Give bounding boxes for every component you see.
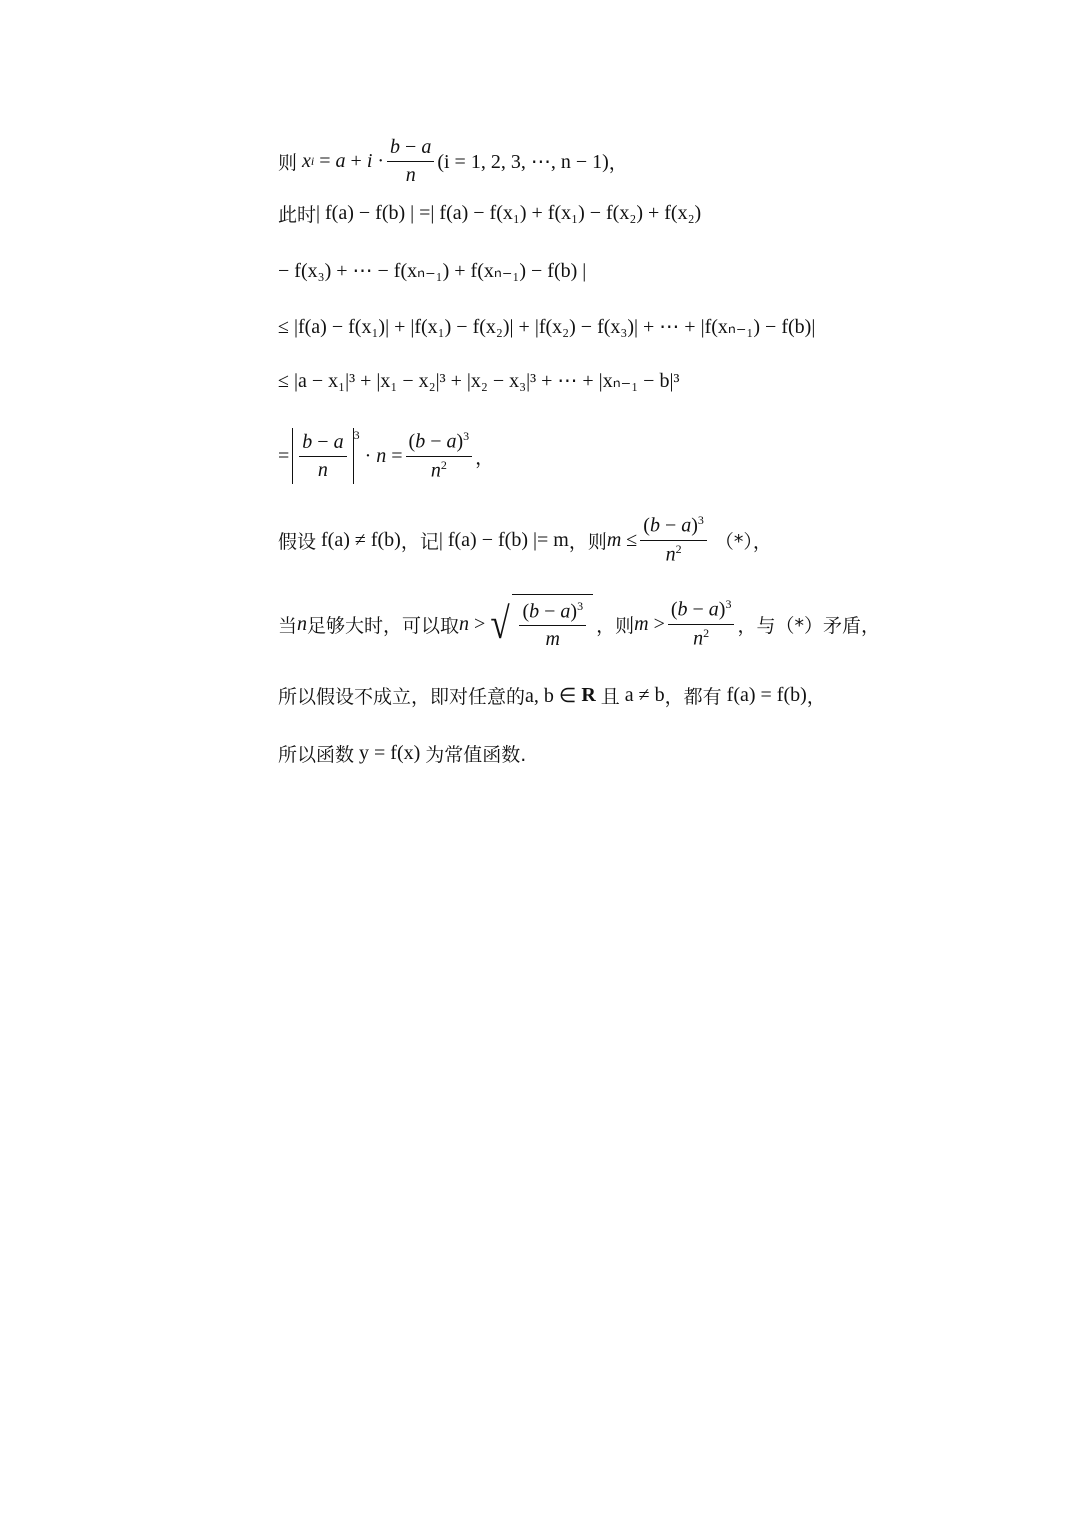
math-inequality-2: ≤ |a − x₁|³ + |x₁ − x₂|³ + |x₂ − x₃|³ + ⋯ + |xₙ₋₁ − b|³ [278, 370, 680, 392]
fraction-b-minus-a-over-n: $\frac{b - a}{n}$ [387, 136, 434, 187]
sqrt-expression: √ $\frac{(b - a)^3}{m}$ [488, 594, 593, 654]
fraction-m-bound: $\frac{(b - a)^3}{n^2}$ [640, 514, 707, 566]
line-cube-bound [278, 368, 679, 393]
math-expansion-2: − f(x₃) + ⋯ − f(xₙ₋₁) + f(xₙ₋₁) − f(b) | [278, 260, 587, 282]
text-ze: 则 [278, 152, 298, 174]
math-expansion-1: | f(a) − f(b) | =| f(a) − f(x₁) + f(x₁) − f(x₂) + f(x₂) [316, 202, 702, 224]
line-assumption: 假设 f(a) ≠ f(b) ，记 | f(a) − f(b) |= m ，则 m ≤ $\frac{(b - a)^3}{n^2}$ （*）， [278, 513, 772, 566]
math-inequality-1: ≤ |f(a) − f(x₁)| + |f(x₁) − f(x₂)| + |f(x₂) − f(x₃)| + ⋯ + |f(xₙ₋₁) − f(b)| [278, 316, 816, 338]
line-expansion-continued [278, 258, 586, 283]
line-result-bound: = $\frac{b - a}{n}$ $^3$ · n = $\frac{(b - a)^3}{n^2}$ ， [278, 428, 494, 484]
index-range: (i = 1, 2, 3, ⋯, n − 1) [437, 151, 609, 173]
line-difference-expansion [278, 200, 701, 227]
line-contradiction: 当 n 足够大时，可以取 n > √ $\frac{(b - a)^3}{m}$ ，则 m > $\frac{(b - a)^3}{n^2}$ ，与（*）矛盾， [278, 594, 880, 654]
label-star: （*）， [714, 530, 772, 553]
text-cishi: 此时 [278, 204, 317, 226]
line-xi-definition: 则 x i = a + i · $\frac{b - a}{n}$ (i = 1, 2, 3, ⋯, n − 1) ， [278, 136, 628, 186]
line-conclusion-2: 所以函数 y = f(x) 为常值函数. [278, 742, 527, 766]
line-triangle-inequality [278, 314, 815, 339]
fraction-b-minus-a-over-n-2: $\frac{b - a}{n}$ [299, 431, 346, 482]
fraction-cube-over-n2: $\frac{(b - a)^3}{n^2}$ [406, 430, 473, 482]
fraction-m-lower: $\frac{(b - a)^3}{n^2}$ [668, 598, 735, 650]
line-conclusion-1: 所以假设不成立，即对任意的 a, b ∈ R 且 a ≠ b ，都有 f(a) = f(b) ， [278, 684, 826, 708]
